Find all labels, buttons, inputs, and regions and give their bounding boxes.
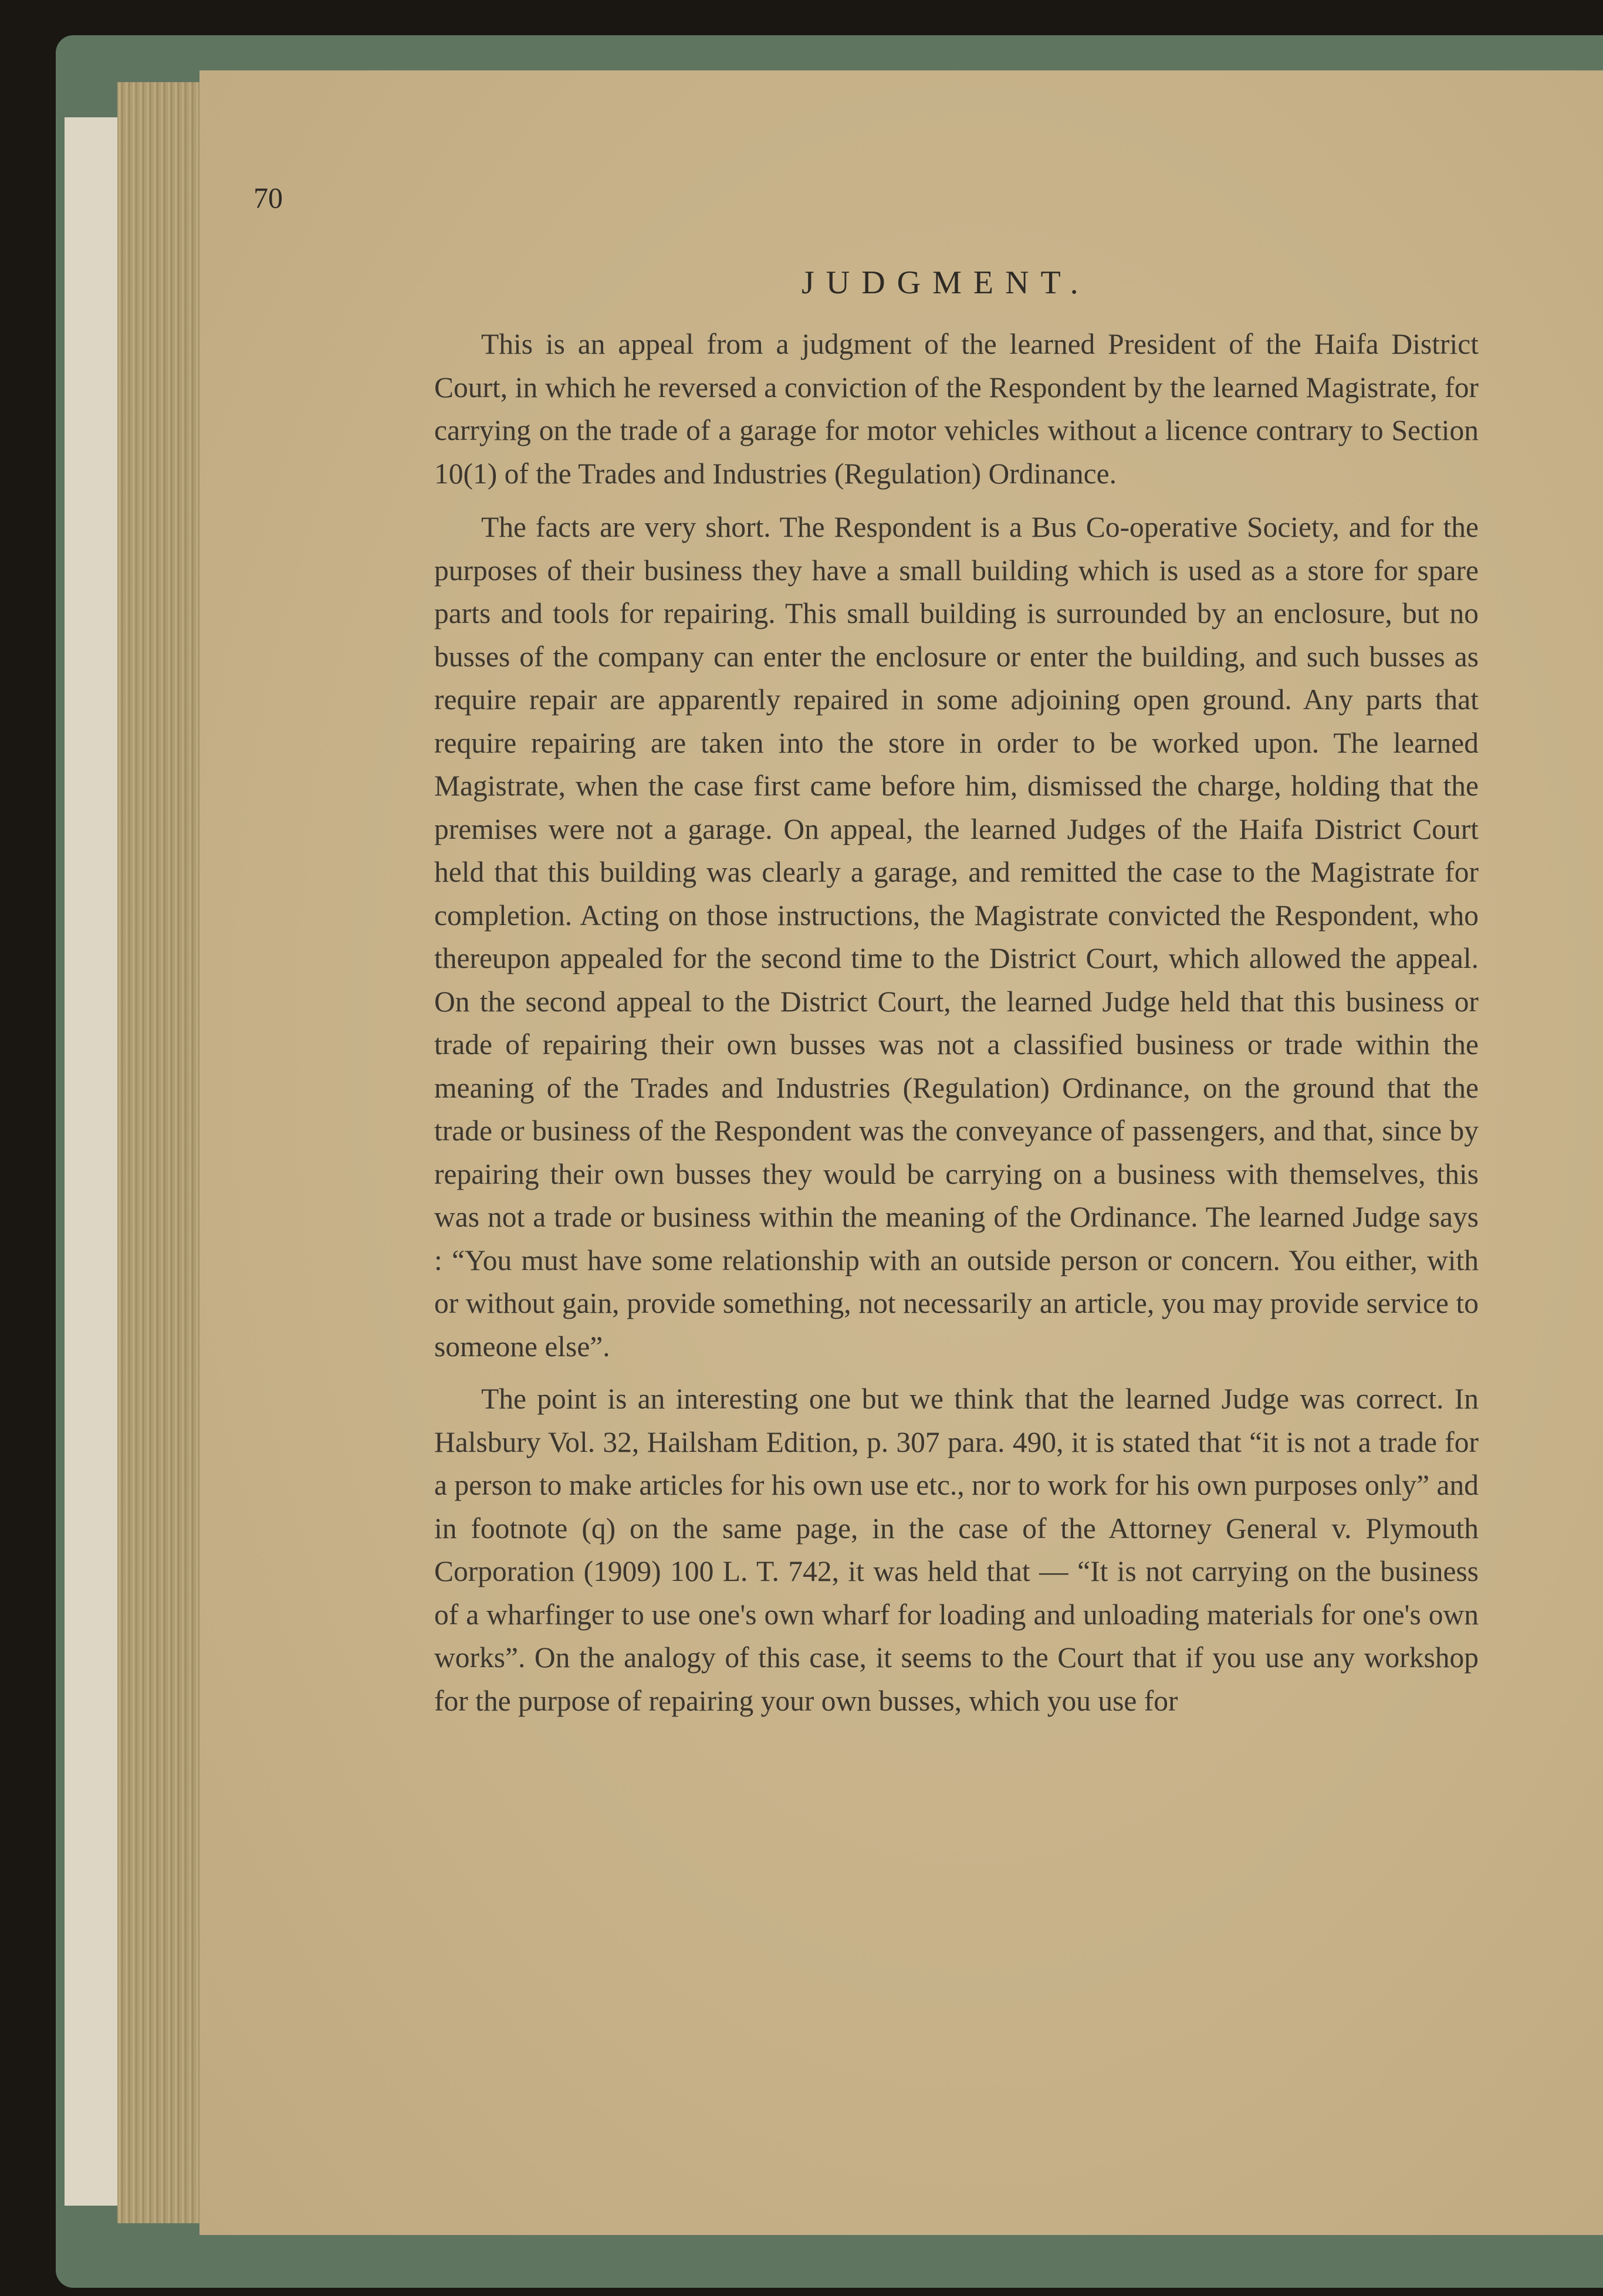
paragraph: This is an appeal from a judgment of the learned President of the Haifa District Court, in which he reversed a conviction of the Respondent by the learned Magistrate, for carrying on the trade of a garage for motor vehicles without a licence contrary to Section 10(1) of the Trades and Industries (Regulation) Ordinance. [434, 328, 1479, 490]
paragraph: The point is an interesting one but we think that the learned Judge was correct. In Halsbury Vol. 32, Hailsham Edition, p. 307 para. 490, it is stated that “it is not a trade for a person to make articles for his own use etc., nor to work for his own purposes only” and in footnote (q) on the same page, in the case of the Attorney General v. Plymouth Corporation (1909) 100 L. T. 742, it was held that — “It is not carrying on the business of a wharfinger to use one's own wharf for loading and unloading materials for one's own works”. On the analogy of this case, it seems to the Court that if you use any workshop for the purpose of repairing your own busses, which you use for [434, 1383, 1479, 1717]
judgment-text [434, 323, 1479, 1731]
page-heading: JUDGMENT. [801, 265, 1090, 301]
paragraph: The facts are very short. The Respondent is a Bus Co-operative Society, and for the purposes of their business they have a small building which is used as a store for spare parts and tools for repairing. This small building is surrounded by an enclosure, but no busses of the company can enter the enclosure or enter the building, and such busses as require repair are apparently repaired in some adjoining open ground. Any parts that require repairing are taken into the store in order to be worked upon. The learned Magistrate, when the case first came before him, dismissed the charge, holding that the premises were not a garage. On appeal, the learned Judges of the Haifa District Court held that this building was clearly a garage, and remitted the case to the Magistrate for completion. Acting on those instructions, the Magistrate convicted the Respondent, who thereupon appealed for the second time to the District Court, which allowed the appeal. On the second appeal to the District Court, the learned Judge held that this business or trade of repairing their own busses was not a classified business or trade within the meaning of the Trades and Industries (Regulation) Ordinance, on the ground that the trade or business of the Respondent was the conveyance of passengers, and that, since by repairing their own busses they would be carrying on a business with themselves, this was not a trade or business within the meaning of the Ordinance. The learned Judge says : “You must have some relationship with an outside person or concern. You either, with or without gain, provide something, not necessarily an article, you may provide service to someone else”. [434, 511, 1479, 1363]
page-number: 70 [253, 181, 283, 214]
